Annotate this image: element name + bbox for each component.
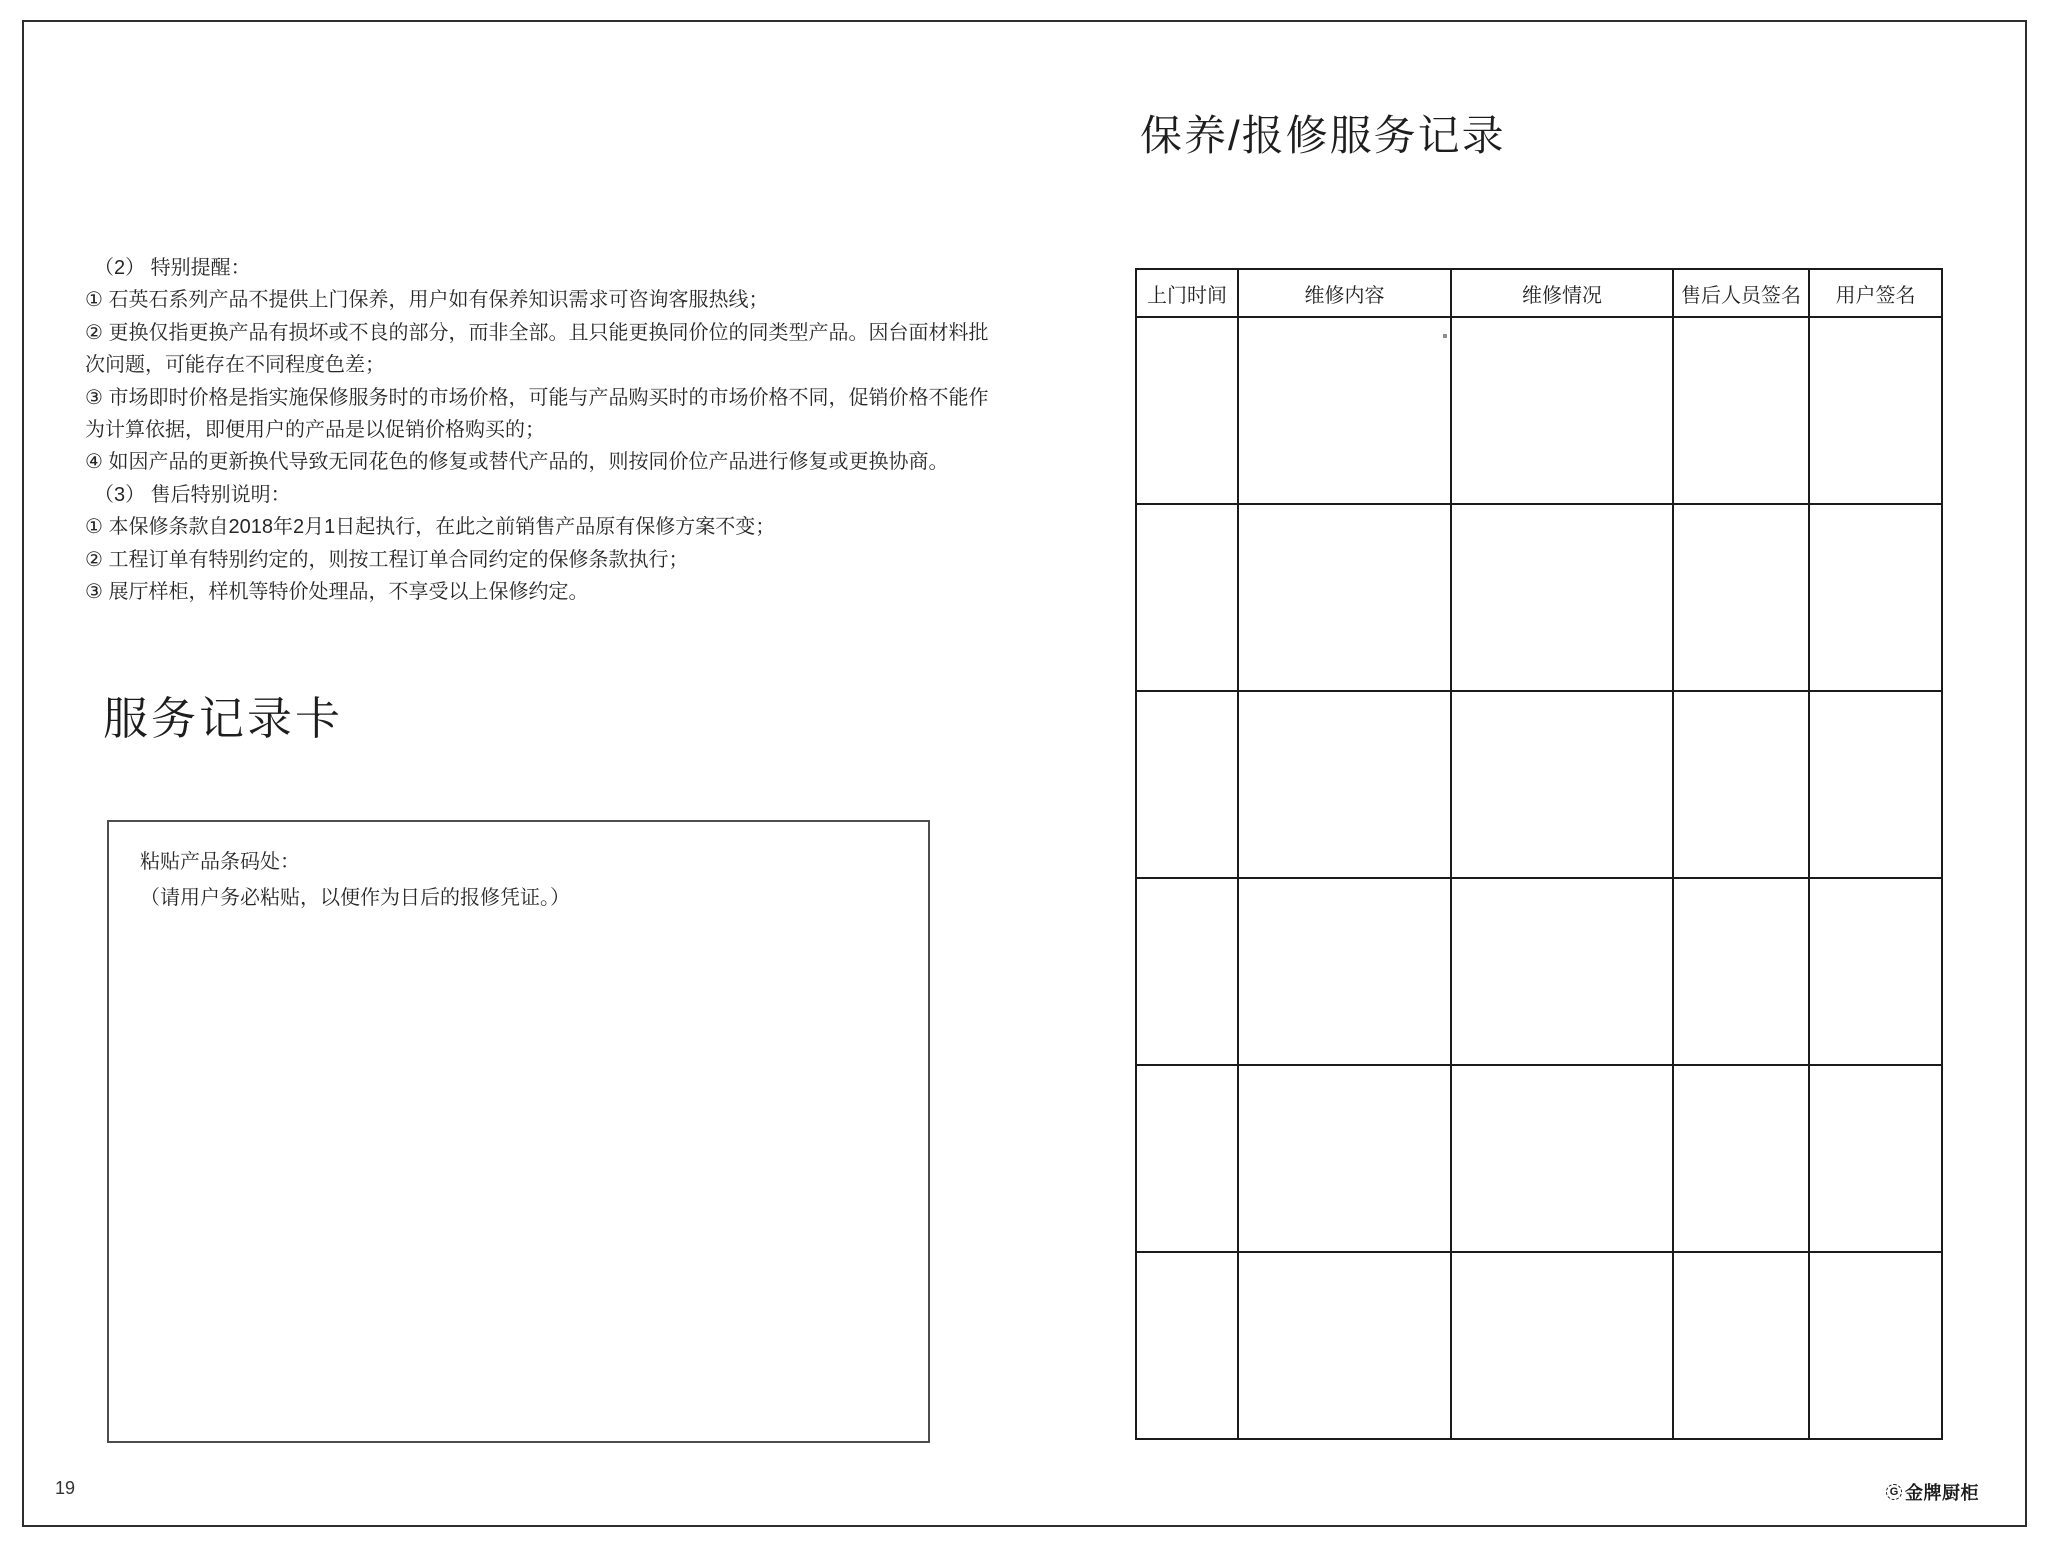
column-header-repair-content: 维修内容 xyxy=(1238,269,1451,317)
page-number: 19 xyxy=(55,1478,76,1498)
service-record-card-title: 服务记录卡 xyxy=(103,693,344,744)
table-cell xyxy=(1809,1252,1942,1439)
note-line: 为计算依据，即便用户的产品是以促销价格购买的； xyxy=(85,419,545,442)
table-cell xyxy=(1809,878,1942,1065)
brand-g-icon: G xyxy=(1886,1484,1902,1500)
table-row xyxy=(1136,317,1942,504)
table-cell xyxy=(1238,1252,1451,1439)
table-cell xyxy=(1238,504,1451,691)
table-cell xyxy=(1673,504,1809,691)
barcode-paste-line1: 粘贴产品条码处： xyxy=(140,851,300,873)
note-line: ① 石英石系列产品不提供上门保养，用户如有保养知识需求可咨询客服热线； xyxy=(85,289,769,312)
table-row xyxy=(1136,878,1942,1065)
table-cell xyxy=(1238,317,1451,504)
barcode-paste-box xyxy=(107,820,930,1443)
table-cell xyxy=(1809,504,1942,691)
table-cell xyxy=(1451,691,1673,878)
table-header-row xyxy=(1136,269,1942,317)
table-cell xyxy=(1136,317,1238,504)
maintenance-record-title: 保养/报修服务记录 xyxy=(1140,112,1506,159)
note-line: 次问题，可能存在不同程度色差； xyxy=(85,354,385,377)
service-record-table xyxy=(1135,268,1943,1440)
table-cell xyxy=(1451,1252,1673,1439)
note-line: ② 更换仅指更换产品有损坏或不良的部分，而非全部。且只能更换同价位的同类型产品。因台面材料批 xyxy=(85,321,989,344)
table-cell xyxy=(1136,691,1238,878)
table-cell xyxy=(1136,1065,1238,1252)
table-row xyxy=(1136,1065,1942,1252)
warranty-notes xyxy=(85,252,989,608)
table-row xyxy=(1136,1252,1942,1439)
note-line: ③ 展厅样柜，样机等特价处理品，不享受以上保修约定。 xyxy=(85,581,589,604)
table-cell xyxy=(1451,504,1673,691)
table-cell xyxy=(1136,1252,1238,1439)
table-row xyxy=(1136,504,1942,691)
table-row xyxy=(1136,691,1942,878)
print-speck-artifact xyxy=(1443,334,1447,338)
brand-name: 金牌厨柜 xyxy=(1905,1483,1979,1503)
column-header-user-signature: 用户签名 xyxy=(1809,269,1942,317)
barcode-paste-text xyxy=(109,822,928,916)
table-cell xyxy=(1809,691,1942,878)
table-cell xyxy=(1451,878,1673,1065)
table-cell xyxy=(1238,691,1451,878)
note-line: ② 工程订单有特别约定的，则按工程订单合同约定的保修条款执行； xyxy=(85,548,689,571)
table-cell xyxy=(1673,878,1809,1065)
note-line: （3） 售后特别说明： xyxy=(94,483,291,506)
brand-logo xyxy=(1886,1479,1979,1505)
column-header-repair-status: 维修情况 xyxy=(1451,269,1673,317)
note-line: ④ 如因产品的更新换代导致无同花色的修复或替代产品的，则按同价位产品进行修复或更换协商。 xyxy=(85,451,949,474)
table-cell xyxy=(1809,317,1942,504)
table-cell xyxy=(1673,1252,1809,1439)
note-line: ① 本保修条款自2018年2月1日起执行，在此之前销售产品原有保修方案不变； xyxy=(85,516,776,539)
table-cell xyxy=(1238,1065,1451,1252)
note-line: ③ 市场即时价格是指实施保修服务时的市场价格，可能与产品购买时的市场价格不同，促销价格不能作 xyxy=(85,386,989,409)
table-cell xyxy=(1673,1065,1809,1252)
table-cell xyxy=(1238,878,1451,1065)
note-line: （2） 特别提醒： xyxy=(94,257,251,279)
table-cell xyxy=(1136,504,1238,691)
column-header-staff-signature: 售后人员签名 xyxy=(1673,269,1809,317)
table-cell xyxy=(1451,317,1673,504)
table-cell xyxy=(1451,1065,1673,1252)
table-cell xyxy=(1673,691,1809,878)
barcode-paste-line2: （请用户务必粘贴，以便作为日后的报修凭证。） xyxy=(140,887,570,909)
table-cell xyxy=(1136,878,1238,1065)
column-header-visit-time: 上门时间 xyxy=(1136,269,1238,317)
table-cell xyxy=(1809,1065,1942,1252)
table-cell xyxy=(1673,317,1809,504)
